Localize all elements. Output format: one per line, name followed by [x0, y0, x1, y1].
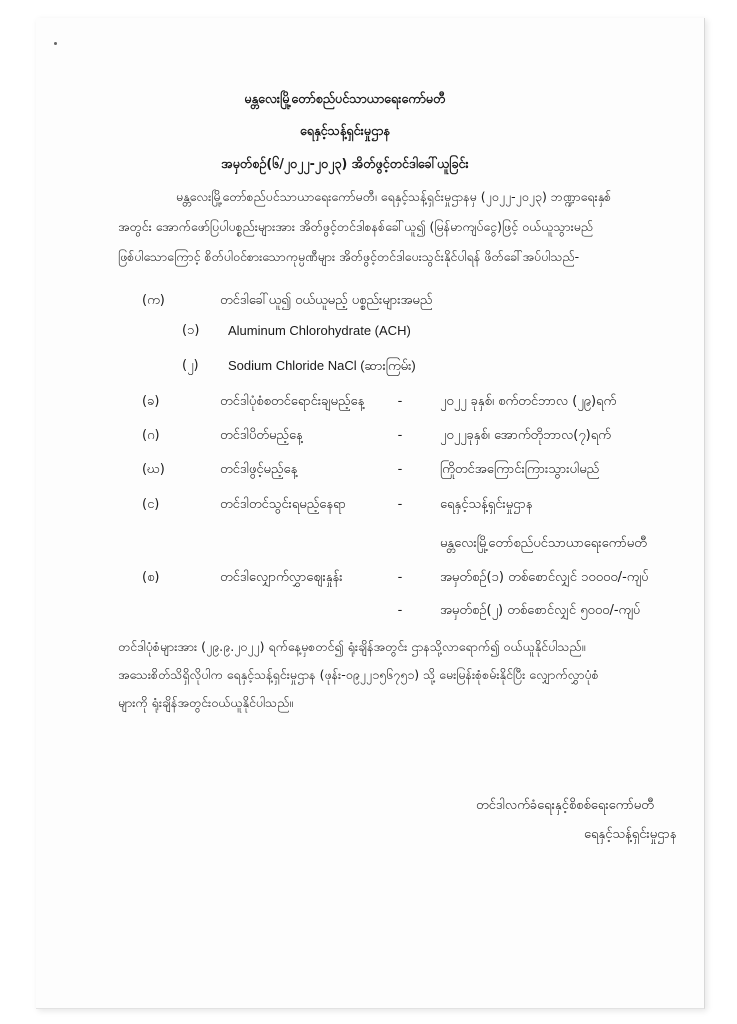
item-text: တင်ဒါတင်သွင်းရမည့်နေရာ — [220, 497, 346, 512]
item-label: (စ) — [142, 570, 160, 585]
item-value: အမှတ်စဉ်(၁) တစ်စောင်လျှင် ၁၀၀၀၀/-ကျပ် — [440, 570, 649, 585]
item-value: ရေနှင့်သန့်ရှင်းမှုဌာန — [440, 497, 533, 512]
sub-item-text: Aluminum Chlorohydrate (ACH) — [228, 323, 411, 338]
item-label: (ဃ) — [142, 462, 165, 477]
closing-line-2: အသေးစိတ်သိရှိလိုပါက ရေနှင့်သန့်ရှင်းမှုဌာန (ဖုန်း-၀၉၂၂၁၅၆၇၅၁) သို့ မေးမြန်းစုံစမ်းနိုင်ပြီး လျှောက်လွှာပုံစံ — [118, 667, 599, 682]
sub-item-label: (၂) — [182, 358, 199, 373]
intro-line-1: မန္တလေးမြို့တော်စည်ပင်သာယာရေးကော်မတီ၊ ရေနှင့်သန့်ရှင်းမှုဌာနမှ (၂၀၂၂-၂၀၂၃) ဘဏ္ဍာရေးနှစ် — [176, 189, 612, 204]
header-department: ရေနှင့်သန့်ရှင်းမှုဌာန — [299, 123, 390, 139]
closing-line-3: များကို ရုံးချိန်အတွင်းဝယ်ယူနိုင်ပါသည်။ — [118, 695, 294, 710]
item-dash: - — [397, 462, 403, 477]
sub-item-label: (၁) — [182, 323, 200, 338]
item-value-2: မန္တလေးမြို့တော်စည်ပင်သာယာရေးကော်မတီ — [440, 536, 647, 551]
item-dash: - — [397, 394, 403, 409]
closing-line-1: တင်ဒါပုံစံများအား (၂၉.၉.၂၀၂၂) ရက်နေ့မှစတင်၍ ရုံးချိန်အတွင်း ဌာနသို့လာရောက်၍ ဝယ်ယူနိုင်ပါသည်။ — [118, 639, 586, 654]
item-value: ၂၀၂၂ ခုနှစ်၊ စက်တင်ဘာလ (၂၉)ရက် — [440, 394, 617, 409]
item-label: (ဂ) — [142, 428, 160, 443]
sub-item-text: Sodium Chloride NaCl (ဆားကြမ်း) — [228, 358, 416, 373]
signature-department: ရေနှင့်သန့်ရှင်းမှုဌာန — [584, 827, 677, 842]
intro-line-2: အတွင်း အောက်ဖော်ပြပါပစ္စည်းများအား အိတ်ဖွင့်တင်ဒါစနစ်ခေါ်ယူ၍ (မြန်မာကျပ်ငွေ)ဖြင့် ဝယ်ယူသွားမည် — [118, 219, 593, 234]
signature-committee: တင်ဒါလက်ခံရေးနှင့်စိစစ်ရေးကော်မတီ — [476, 798, 654, 813]
item-dash: - — [397, 428, 403, 443]
header-title: မန္တလေးမြို့တော်စည်ပင်သာယာရေးကော်မတီ — [244, 91, 446, 107]
item-dash: - — [397, 570, 403, 585]
item-label: (က) — [142, 293, 165, 308]
header-tender-number: အမှတ်စဉ်(၆/၂၀၂၂-၂၀၂၃) အိတ်ဖွင့်တင်ဒါခေါ်ယူခြင်း — [221, 156, 469, 172]
item-value: ၂၀၂၂ခုနှစ်၊ အောက်တိုဘာလ(၇)ရက် — [440, 428, 611, 443]
item-value-2: အမှတ်စဉ်(၂) တစ်စောင်လျှင် ၅၀၀၀/-ကျပ် — [440, 603, 641, 618]
item-text: တင်ဒါပုံစံစတင်ရောင်းချမည့်နေ့ — [220, 394, 365, 409]
intro-line-3: ဖြစ်ပါသောကြောင့် စိတ်ပါဝင်စားသောကုမ္ပဏီများ အိတ်ဖွင့်တင်ဒါပေးသွင်းနိုင်ပါရန် ဖိတ်ခေါ်အပ်ပါသည်- — [118, 249, 580, 264]
paper-speck — [54, 42, 57, 45]
item-text: တင်ဒါလျှောက်လွှာဈေးနှုန်း — [220, 570, 343, 585]
item-label: (ခ) — [142, 394, 160, 409]
item-text: တင်ဒါခေါ်ယူ၍ ဝယ်ယူမည့် ပစ္စည်းများအမည် — [220, 293, 433, 308]
item-value: ကြိုတင်အကြောင်းကြားသွားပါမည် — [440, 462, 600, 477]
item-label: (င) — [142, 497, 160, 512]
item-text: တင်ဒါဖွင့်မည့်နေ့ — [220, 462, 298, 477]
item-text: တင်ဒါပိတ်မည့်နေ့ — [220, 428, 303, 443]
item-dash: - — [397, 497, 403, 512]
item-dash-2: - — [397, 603, 403, 618]
